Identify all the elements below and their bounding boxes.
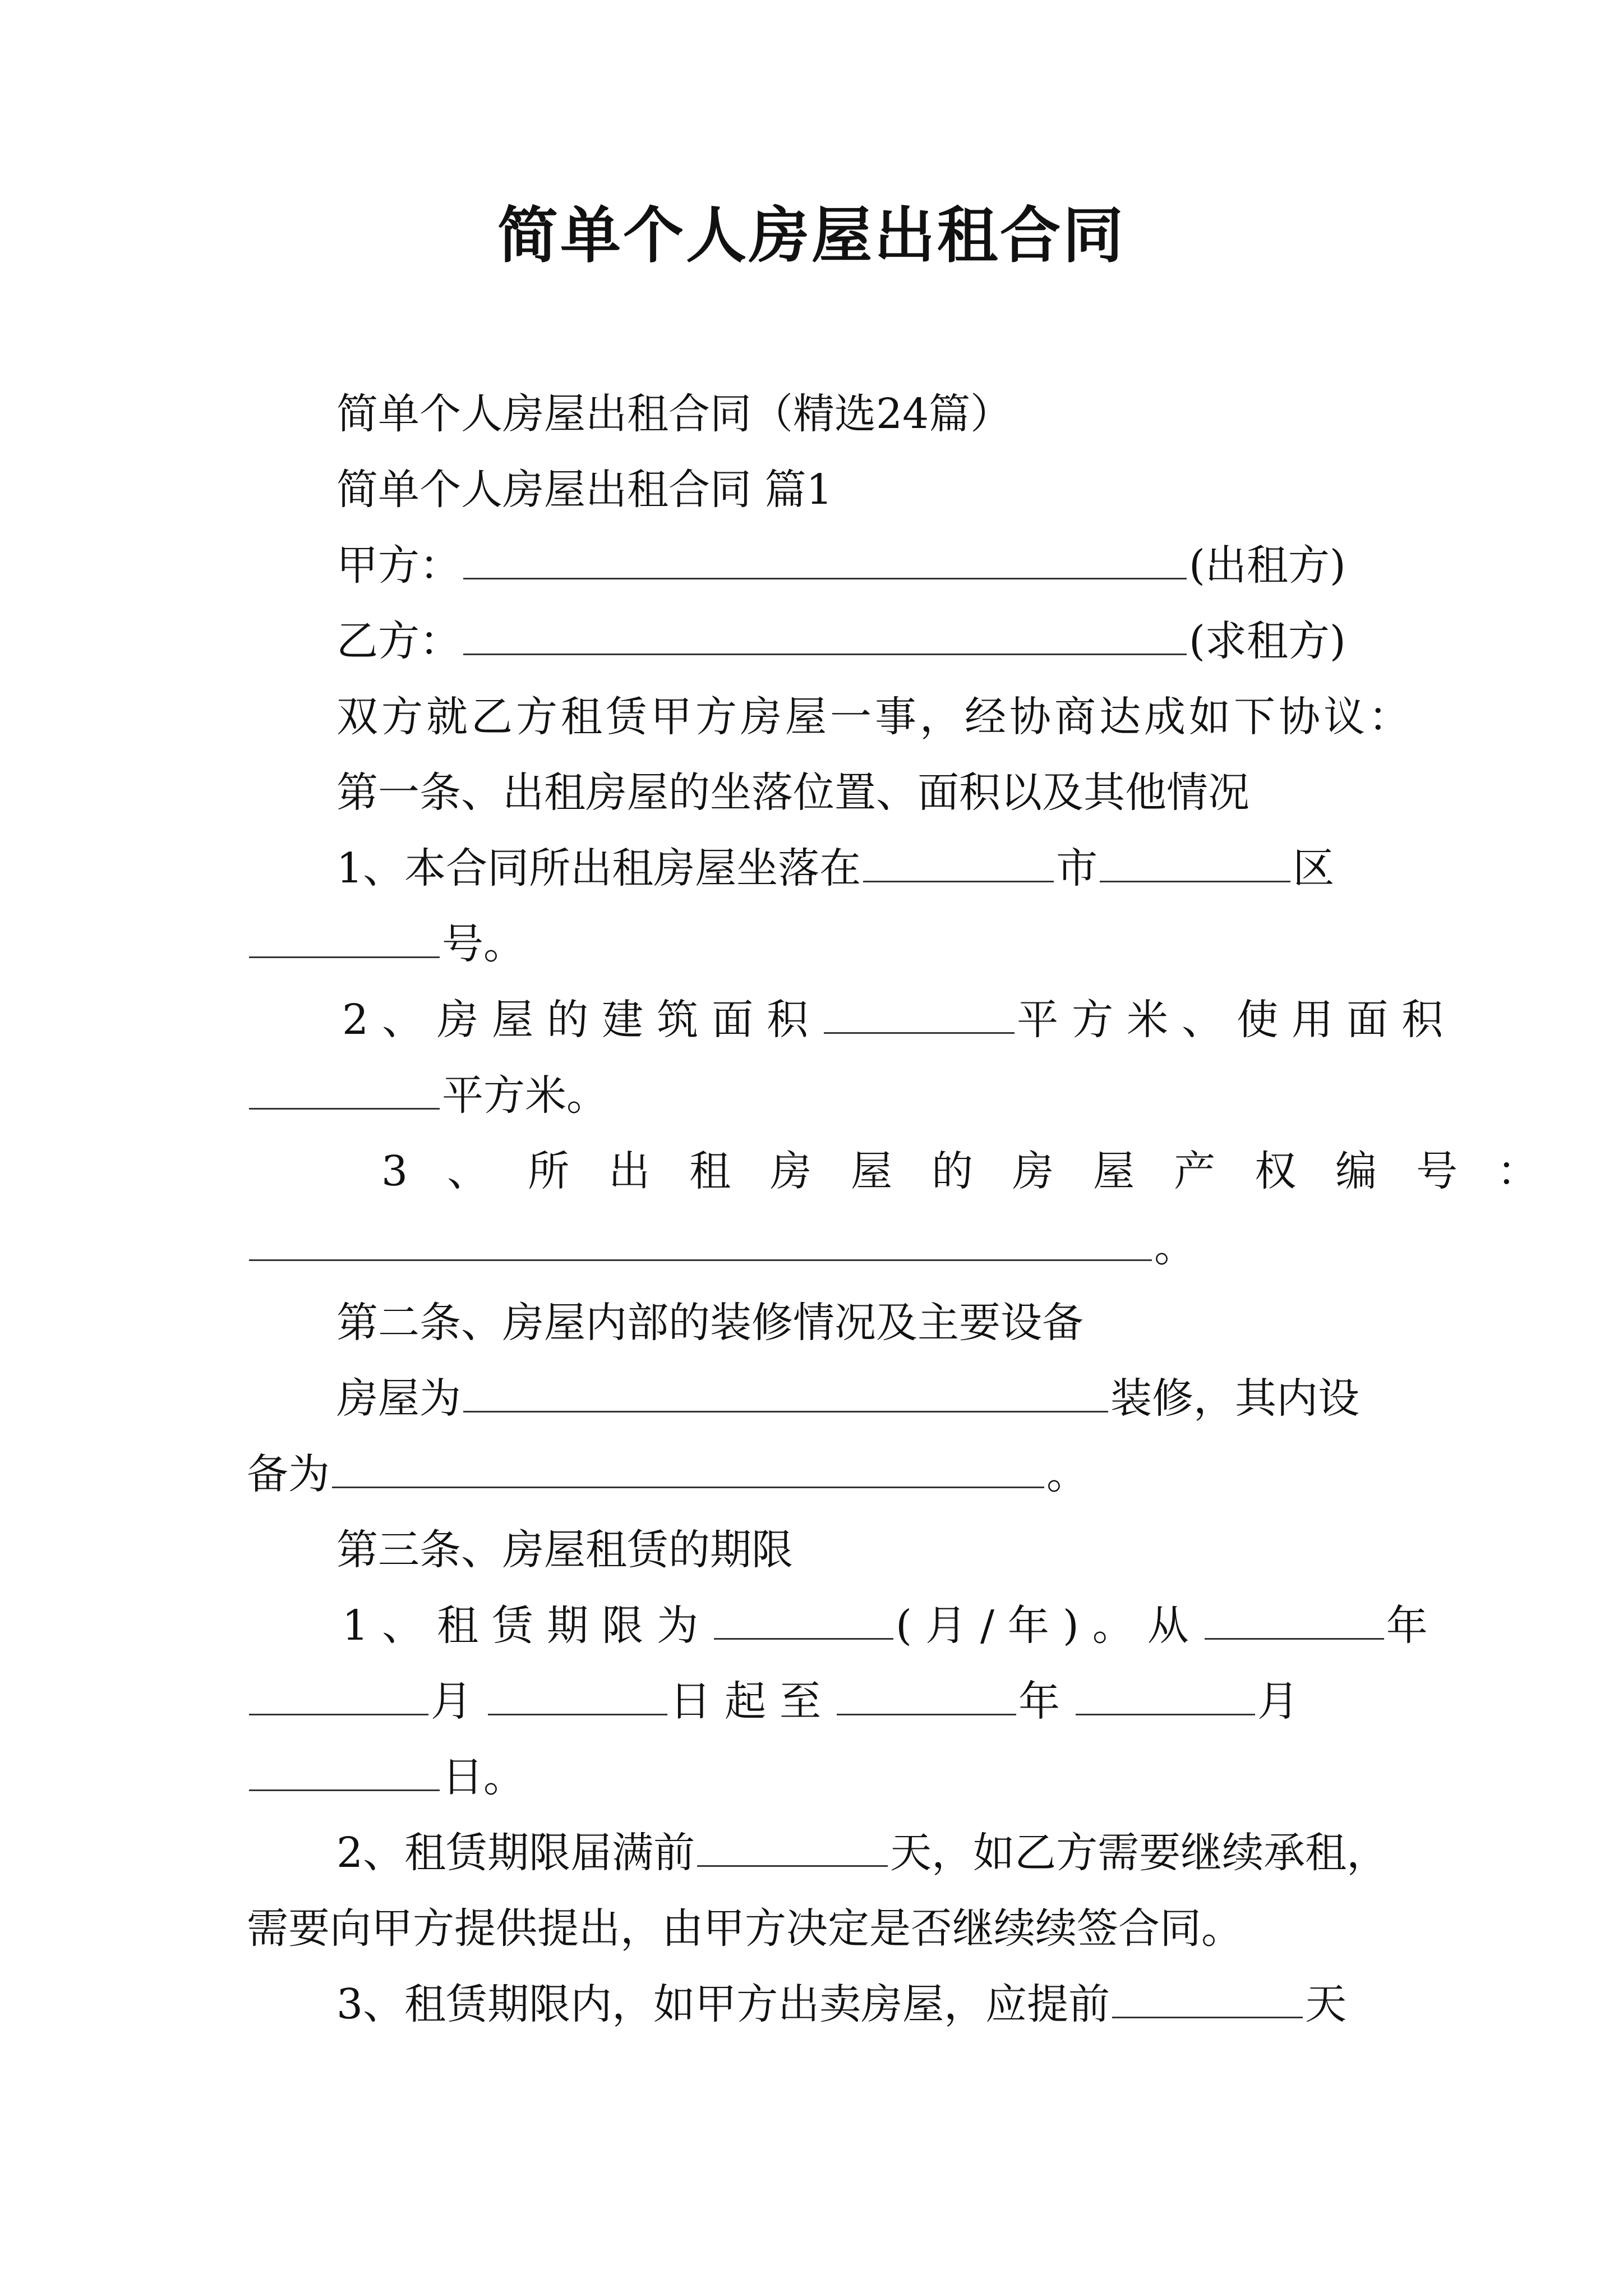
city-blank xyxy=(863,841,1054,882)
end-year-label: 年 xyxy=(1018,1677,1073,1726)
equipment-blank xyxy=(332,1447,1044,1488)
decoration-text: 装修，其内设 xyxy=(1110,1374,1359,1423)
party-b-line xyxy=(336,614,1346,668)
article1-item1-line2 xyxy=(247,917,525,971)
section-heading: 简单个人房屋出租合同 篇1 xyxy=(336,466,833,514)
article1-item2-line2 xyxy=(247,1069,608,1122)
article1-heading: 第一条、出租房屋的坐落位置、面积以及其他情况 xyxy=(336,769,1249,817)
building-area-blank xyxy=(824,993,1015,1034)
article3-item1-line1 xyxy=(342,1599,1441,1653)
lease-term-text: 1、租赁期限为 xyxy=(342,1602,712,1650)
renewal-text: 2、租赁期限届满前 xyxy=(336,1829,695,1877)
party-a-role: (出租方) xyxy=(1189,541,1346,590)
start-month-label: 月 xyxy=(431,1677,486,1726)
article1-item1-line1 xyxy=(336,841,1334,895)
article1-item2-text: 2、房屋的建筑面积 xyxy=(342,996,822,1044)
decoration-blank xyxy=(463,1372,1108,1412)
renewal-text-2: 天，如乙方需要继续承租， xyxy=(890,1829,1389,1877)
article2-heading: 第二条、房屋内部的装修情况及主要设备 xyxy=(336,1299,1083,1347)
property-id-blank xyxy=(249,1220,1152,1261)
article1-item1-text: 1、本合同所出租房屋坐落在 xyxy=(336,844,861,892)
lease-unit-text: (月/年)。从 xyxy=(896,1602,1202,1650)
district-blank xyxy=(1100,841,1290,882)
number-label: 号。 xyxy=(442,920,525,968)
start-day-label: 日起至 xyxy=(670,1677,834,1726)
start-day-blank xyxy=(488,1674,667,1715)
district-label: 区 xyxy=(1293,844,1335,892)
party-a-blank xyxy=(463,539,1187,579)
renewal-days-blank xyxy=(697,1826,888,1867)
equipment-label: 备为 xyxy=(247,1450,330,1498)
sqm-label: 平方米。 xyxy=(442,1071,608,1120)
city-label: 市 xyxy=(1056,844,1098,892)
party-a-line xyxy=(336,539,1346,592)
start-year-blank xyxy=(1205,1599,1384,1640)
article1-item3-line1: 3、所出租房屋的房屋产权编号： xyxy=(381,1147,1578,1195)
article3-item2-line1 xyxy=(336,1826,1388,1880)
article3-heading: 第三条、房屋租赁的期限 xyxy=(336,1526,793,1574)
end-month-blank xyxy=(1076,1674,1255,1715)
usable-area-blank xyxy=(249,1069,440,1110)
article3-item2-line2: 需要向甲方提供提出，由甲方决定是否继续续签合同。 xyxy=(247,1904,1243,1953)
start-month-blank xyxy=(249,1674,428,1715)
end-month-label: 月 xyxy=(1257,1677,1312,1726)
sale-notice-days: 天 xyxy=(1305,1980,1347,2028)
article3-item1-line3 xyxy=(247,1750,525,1804)
usable-area-text: 平方米、使用面积 xyxy=(1017,996,1457,1044)
party-b-label: 乙方： xyxy=(336,617,461,665)
party-a-label: 甲方： xyxy=(336,541,461,590)
article2-line1 xyxy=(336,1372,1359,1425)
equipment-end: 。 xyxy=(1046,1450,1088,1498)
party-b-role: (求租方) xyxy=(1189,617,1346,665)
article1-item2-line1 xyxy=(342,993,1456,1047)
article3-item3-line1 xyxy=(336,1977,1347,2031)
article2-line2 xyxy=(247,1447,1088,1501)
article3-item1-line2 xyxy=(247,1674,1312,1728)
lease-term-blank xyxy=(714,1599,893,1640)
sale-notice-blank xyxy=(1112,1977,1303,2018)
intro-paragraph: 双方就乙方租赁甲方房屋一事，经协商达成如下协议： xyxy=(336,693,1413,741)
decoration-label: 房屋为 xyxy=(336,1374,461,1423)
property-id-end: 。 xyxy=(1154,1223,1196,1271)
sale-notice-text: 3、租赁期限内，如甲方出卖房屋，应提前 xyxy=(336,1980,1110,2028)
article1-item3-line2 xyxy=(247,1220,1196,1274)
end-year-blank xyxy=(837,1674,1016,1715)
party-b-blank xyxy=(463,614,1187,655)
end-day-blank xyxy=(249,1750,440,1791)
end-day-label: 日。 xyxy=(442,1753,525,1801)
document-title: 简单个人房屋出租合同 xyxy=(497,200,1126,271)
number-blank xyxy=(249,917,440,958)
subtitle: 简单个人房屋出租合同（精选24篇） xyxy=(336,390,1012,438)
start-year-label: 年 xyxy=(1386,1602,1441,1650)
